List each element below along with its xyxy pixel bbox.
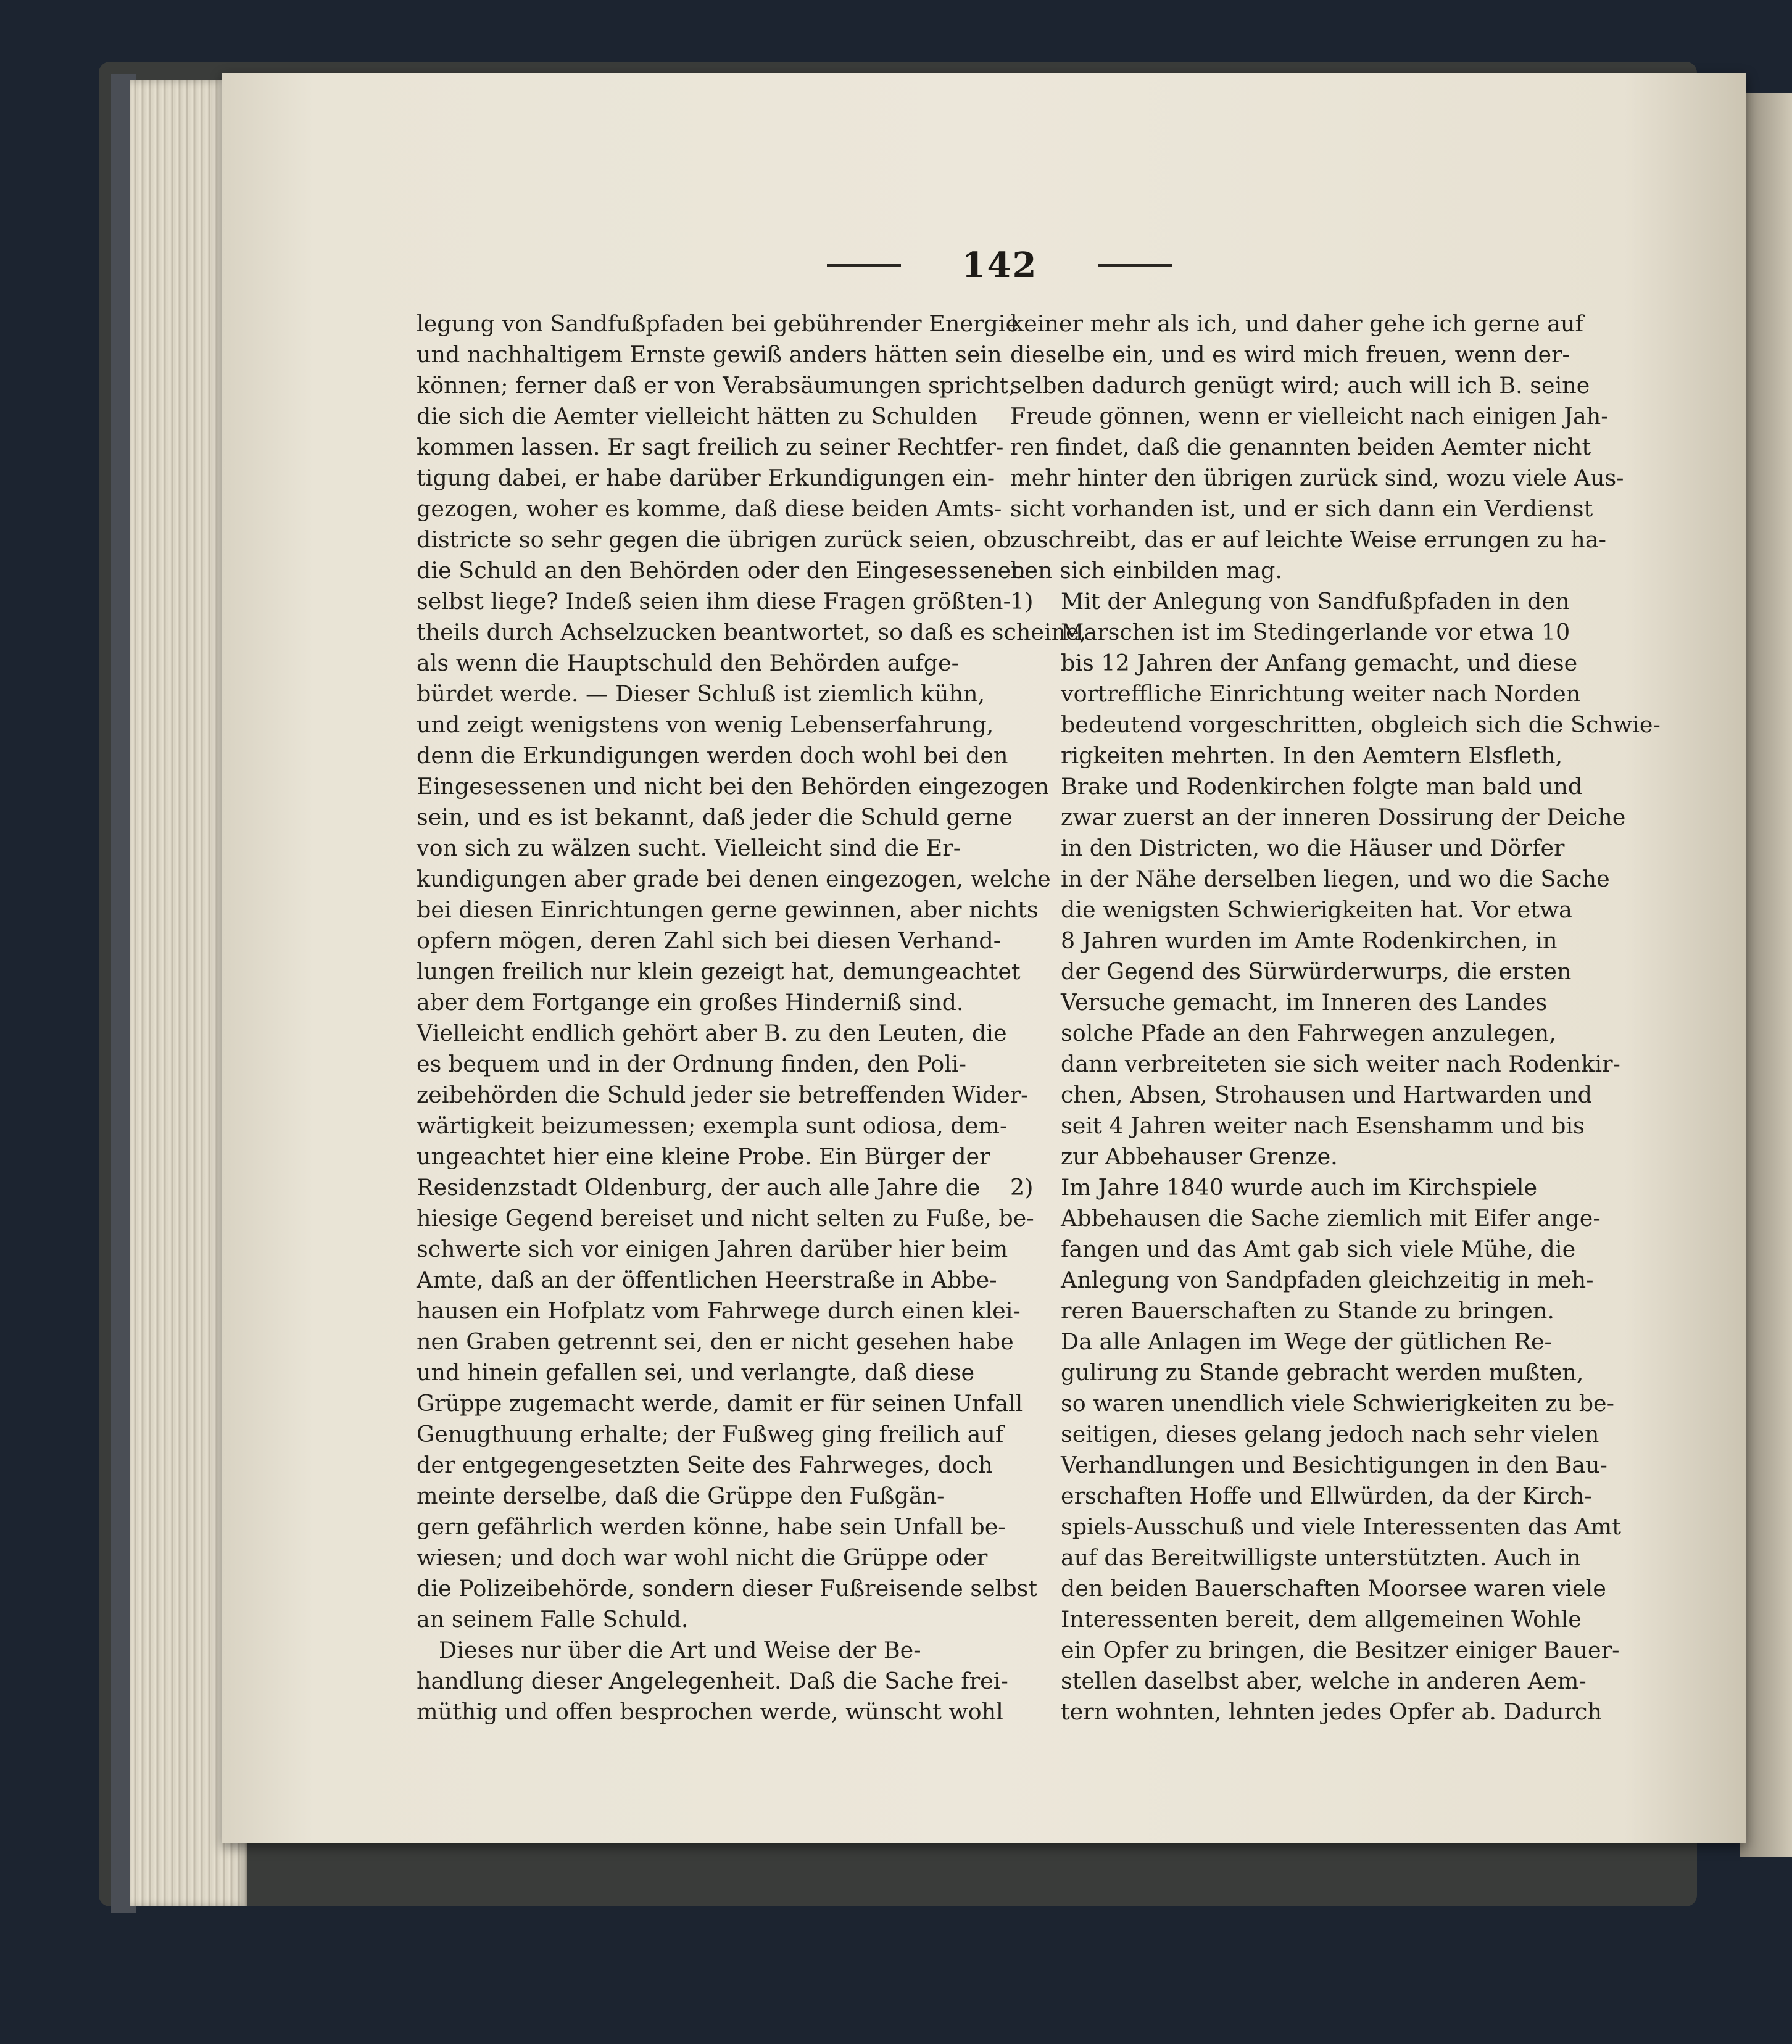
text-line: Genugthuung erhalte; der Fußweg ging freilich auf xyxy=(417,1421,1004,1447)
left-column xyxy=(417,308,1087,1727)
text-line: bei diesen Einrichtungen gerne gewinnen, aber nichts xyxy=(417,896,1039,923)
right-column xyxy=(1010,308,1661,1727)
footnote-number: 1) xyxy=(1010,588,1034,614)
text-line: zeibehörden die Schuld jeder sie betreffenden Wider- xyxy=(417,1082,1029,1108)
text-line: keiner mehr als ich, und daher gehe ich gerne auf xyxy=(1010,310,1583,337)
text-line: wiesen; und doch war wohl nicht die Grüppe oder xyxy=(417,1544,988,1571)
text-line: bedeutend vorgeschritten, obgleich sich die Schwie- xyxy=(1061,711,1661,738)
text-line: an seinem Falle Schuld. xyxy=(417,1606,689,1632)
text-line: ein Opfer zu bringen, die Besitzer einiger Bauer- xyxy=(1061,1637,1620,1663)
text-line: zur Abbehauser Grenze. xyxy=(1061,1143,1338,1170)
text-line: zuschreibt, das er auf leichte Weise errungen zu ha- xyxy=(1010,526,1606,553)
text-line: Eingesessenen und nicht bei den Behörden eingezogen xyxy=(417,773,1049,800)
text-line: fangen und das Amt gab sich viele Mühe, die xyxy=(1061,1236,1576,1262)
text-line: so waren unendlich viele Schwierigkeiten zu be- xyxy=(1061,1390,1614,1417)
text-line: kundigungen aber grade bei denen eingezogen, welche xyxy=(417,866,1051,892)
text-line: schwerte sich vor einigen Jahren darüber hier beim xyxy=(417,1236,1008,1262)
text-line: ben sich einbilden mag. xyxy=(1010,557,1282,584)
text-line: chen, Absen, Strohausen und Hartwarden und xyxy=(1061,1082,1592,1108)
footnote-2 xyxy=(1010,1172,1621,1727)
text-line: lungen freilich nur klein gezeigt hat, demungeachtet xyxy=(417,958,1021,985)
text-line: tigung dabei, er habe darüber Erkundigungen ein- xyxy=(417,465,995,491)
text-line: in den Districten, wo die Häuser und Dörfer xyxy=(1061,835,1565,861)
text-line: vortreffliche Einrichtung weiter nach Norden xyxy=(1061,681,1581,707)
text-line: districte so sehr gegen die übrigen zurück seien, ob xyxy=(417,526,1011,553)
text-line: Versuche gemacht, im Inneren des Landes xyxy=(1061,989,1548,1016)
text-line: meinte derselbe, daß die Grüppe den Fußgän- xyxy=(417,1483,945,1509)
text-line: Brake und Rodenkirchen folgte man bald und xyxy=(1061,773,1583,800)
next-page-edge xyxy=(1740,93,1792,1857)
text-line: Anlegung von Sandpfaden gleichzeitig in meh- xyxy=(1061,1267,1594,1293)
text-line: die Schuld an den Behörden oder den Eingesessenen xyxy=(417,557,1026,584)
text-line: aber dem Fortgange ein großes Hinderniß sind. xyxy=(417,989,964,1016)
text-line: können; ferner daß er von Verabsäumungen spricht, xyxy=(417,372,1016,399)
text-line: gern gefährlich werden könne, habe sein Unfall be- xyxy=(417,1513,1006,1540)
text-line: und nachhaltigem Ernste gewiß anders hätten sein xyxy=(417,341,1002,368)
text-line: handlung dieser Angelegenheit. Daß die Sache frei- xyxy=(417,1668,1008,1694)
text-line: 8 Jahren wurden im Amte Rodenkirchen, in xyxy=(1061,927,1558,954)
text-line: reren Bauerschaften zu Stande zu bringen. xyxy=(1061,1297,1554,1324)
text-line: dieselbe ein, und es wird mich freuen, wenn der- xyxy=(1010,341,1570,368)
footnote-1 xyxy=(1010,586,1661,1172)
text-line: und hinein gefallen sei, und verlangte, daß diese xyxy=(417,1359,975,1386)
text-line: der entgegengesetzten Seite des Fahrweges, doch xyxy=(417,1452,993,1478)
text-line: gulirung zu Stande gebracht werden mußten, xyxy=(1061,1359,1584,1386)
header-rule-right xyxy=(1098,264,1172,267)
text-line: es bequem und in der Ordnung finden, den Poli- xyxy=(417,1051,966,1077)
text-line: seit 4 Jahren weiter nach Esenshamm und bis xyxy=(1061,1112,1585,1139)
text-line: Mit der Anlegung von Sandfußpfaden in den xyxy=(1061,588,1570,614)
text-line: sein, und es ist bekannt, daß jeder die Schuld gerne xyxy=(417,804,1013,830)
page-header xyxy=(827,247,1172,284)
text-line: die wenigsten Schwierigkeiten hat. Vor etwa xyxy=(1061,896,1572,923)
text-line: solche Pfade an den Fahrwegen anzulegen, xyxy=(1061,1020,1556,1046)
text-line: auf das Bereitwilligste unterstützten. Auch in xyxy=(1061,1544,1581,1571)
text-line: bis 12 Jahren der Anfang gemacht, und diese xyxy=(1061,650,1578,676)
text-line: bürdet werde. — Dieser Schluß ist ziemlich kühn, xyxy=(417,681,985,707)
text-line: zwar zuerst an der inneren Dossirung der Deiche xyxy=(1061,804,1626,830)
text-line: dann verbreiteten sie sich weiter nach Rodenkir- xyxy=(1061,1051,1620,1077)
text-line: rigkeiten mehrten. In den Aemtern Elsfleth, xyxy=(1061,742,1563,769)
text-line: Freude gönnen, wenn er vielleicht nach einigen Jah- xyxy=(1010,403,1609,429)
text-line: und zeigt wenigstens von wenig Lebenserfahrung, xyxy=(417,711,994,738)
text-line: kommen lassen. Er sagt freilich zu seiner Rechtfer- xyxy=(417,434,1004,460)
text-line: denn die Erkundigungen werden doch wohl bei den xyxy=(417,742,1008,769)
text-line: ren findet, daß die genannten beiden Aemter nicht xyxy=(1010,434,1591,460)
text-line: stellen daselbst aber, welche in anderen Aem- xyxy=(1061,1668,1587,1694)
text-line: den beiden Bauerschaften Moorsee waren viele xyxy=(1061,1575,1606,1602)
text-line: hausen ein Hofplatz vom Fahrwege durch einen klei- xyxy=(417,1297,1021,1324)
text-line: nen Graben getrennt sei, den er nicht gesehen habe xyxy=(417,1328,1014,1355)
text-line: hiesige Gegend bereiset und nicht selten zu Fuße, be- xyxy=(417,1205,1034,1231)
text-line: ungeachtet hier eine kleine Probe. Ein Bürger der xyxy=(417,1143,990,1170)
text-line: opfern mögen, deren Zahl sich bei diesen Verhand- xyxy=(417,927,1002,954)
text-line: wärtigkeit beizumessen; exempla sunt odiosa, dem- xyxy=(417,1112,1008,1139)
text-line: Dieses nur über die Art und Weise der Be- xyxy=(439,1637,921,1663)
text-line: Residenzstadt Oldenburg, der auch alle Jahre die xyxy=(417,1174,981,1201)
text-line: Interessenten bereit, dem allgemeinen Wohle xyxy=(1061,1606,1582,1632)
text-line: die sich die Aemter vielleicht hätten zu Schulden xyxy=(417,403,978,429)
text-line: Vielleicht endlich gehört aber B. zu den Leuten, die xyxy=(417,1020,1007,1046)
text-line: sicht vorhanden ist, und er sich dann ein Verdienst xyxy=(1010,495,1593,522)
text-line: tern wohnten, lehnten jedes Opfer ab. Dadurch xyxy=(1061,1699,1602,1725)
text-line: als wenn die Hauptschuld den Behörden aufge- xyxy=(417,650,960,676)
text-line: Amte, daß an der öffentlichen Heerstraße in Abbe- xyxy=(417,1267,997,1293)
text-line: der Gegend des Sürwürderwurps, die ersten xyxy=(1061,958,1572,985)
text-line: Grüppe zugemacht werde, damit er für seinen Unfall xyxy=(417,1390,1023,1417)
text-line: erschaften Hoffe und Ellwürden, da der Kirch- xyxy=(1061,1483,1592,1509)
page-number: 142 xyxy=(961,245,1038,286)
header-rule-left xyxy=(827,264,901,267)
text-line: mehr hinter den übrigen zurück sind, wozu viele Aus- xyxy=(1010,465,1624,491)
text-line: spiels-Ausschuß und viele Interessenten das Amt xyxy=(1061,1513,1621,1540)
text-line: Da alle Anlagen im Wege der gütlichen Re- xyxy=(1061,1328,1552,1355)
text-line: Verhandlungen und Besichtigungen in den Bau- xyxy=(1061,1452,1607,1478)
text-line: theils durch Achselzucken beantwortet, so daß es scheine, xyxy=(417,619,1087,645)
text-line: von sich zu wälzen sucht. Vielleicht sind die Er- xyxy=(417,835,961,861)
text-line: die Polizeibehörde, sondern dieser Fußreisende selbst xyxy=(417,1575,1038,1602)
text-line: in der Nähe derselben liegen, und wo die Sache xyxy=(1061,866,1610,892)
text-line: Marschen ist im Stedingerlande vor etwa 10 xyxy=(1061,619,1570,645)
text-line: selben dadurch genügt wird; auch will ich B. seine xyxy=(1010,372,1590,399)
text-line: gezogen, woher es komme, daß diese beiden Amts- xyxy=(417,495,1002,522)
text-line: selbst liege? Indeß seien ihm diese Fragen größten- xyxy=(417,588,1011,614)
text-line: müthig und offen besprochen werde, wünscht wohl xyxy=(417,1699,1003,1725)
text-line: seitigen, dieses gelang jedoch nach sehr vielen xyxy=(1061,1421,1599,1447)
text-line: Abbehausen die Sache ziemlich mit Eifer ange- xyxy=(1061,1205,1601,1231)
footnote-number: 2) xyxy=(1010,1174,1034,1201)
text-line: legung von Sandfußpfaden bei gebührender Energie xyxy=(417,310,1019,337)
text-line: Im Jahre 1840 wurde auch im Kirchspiele xyxy=(1061,1174,1538,1201)
